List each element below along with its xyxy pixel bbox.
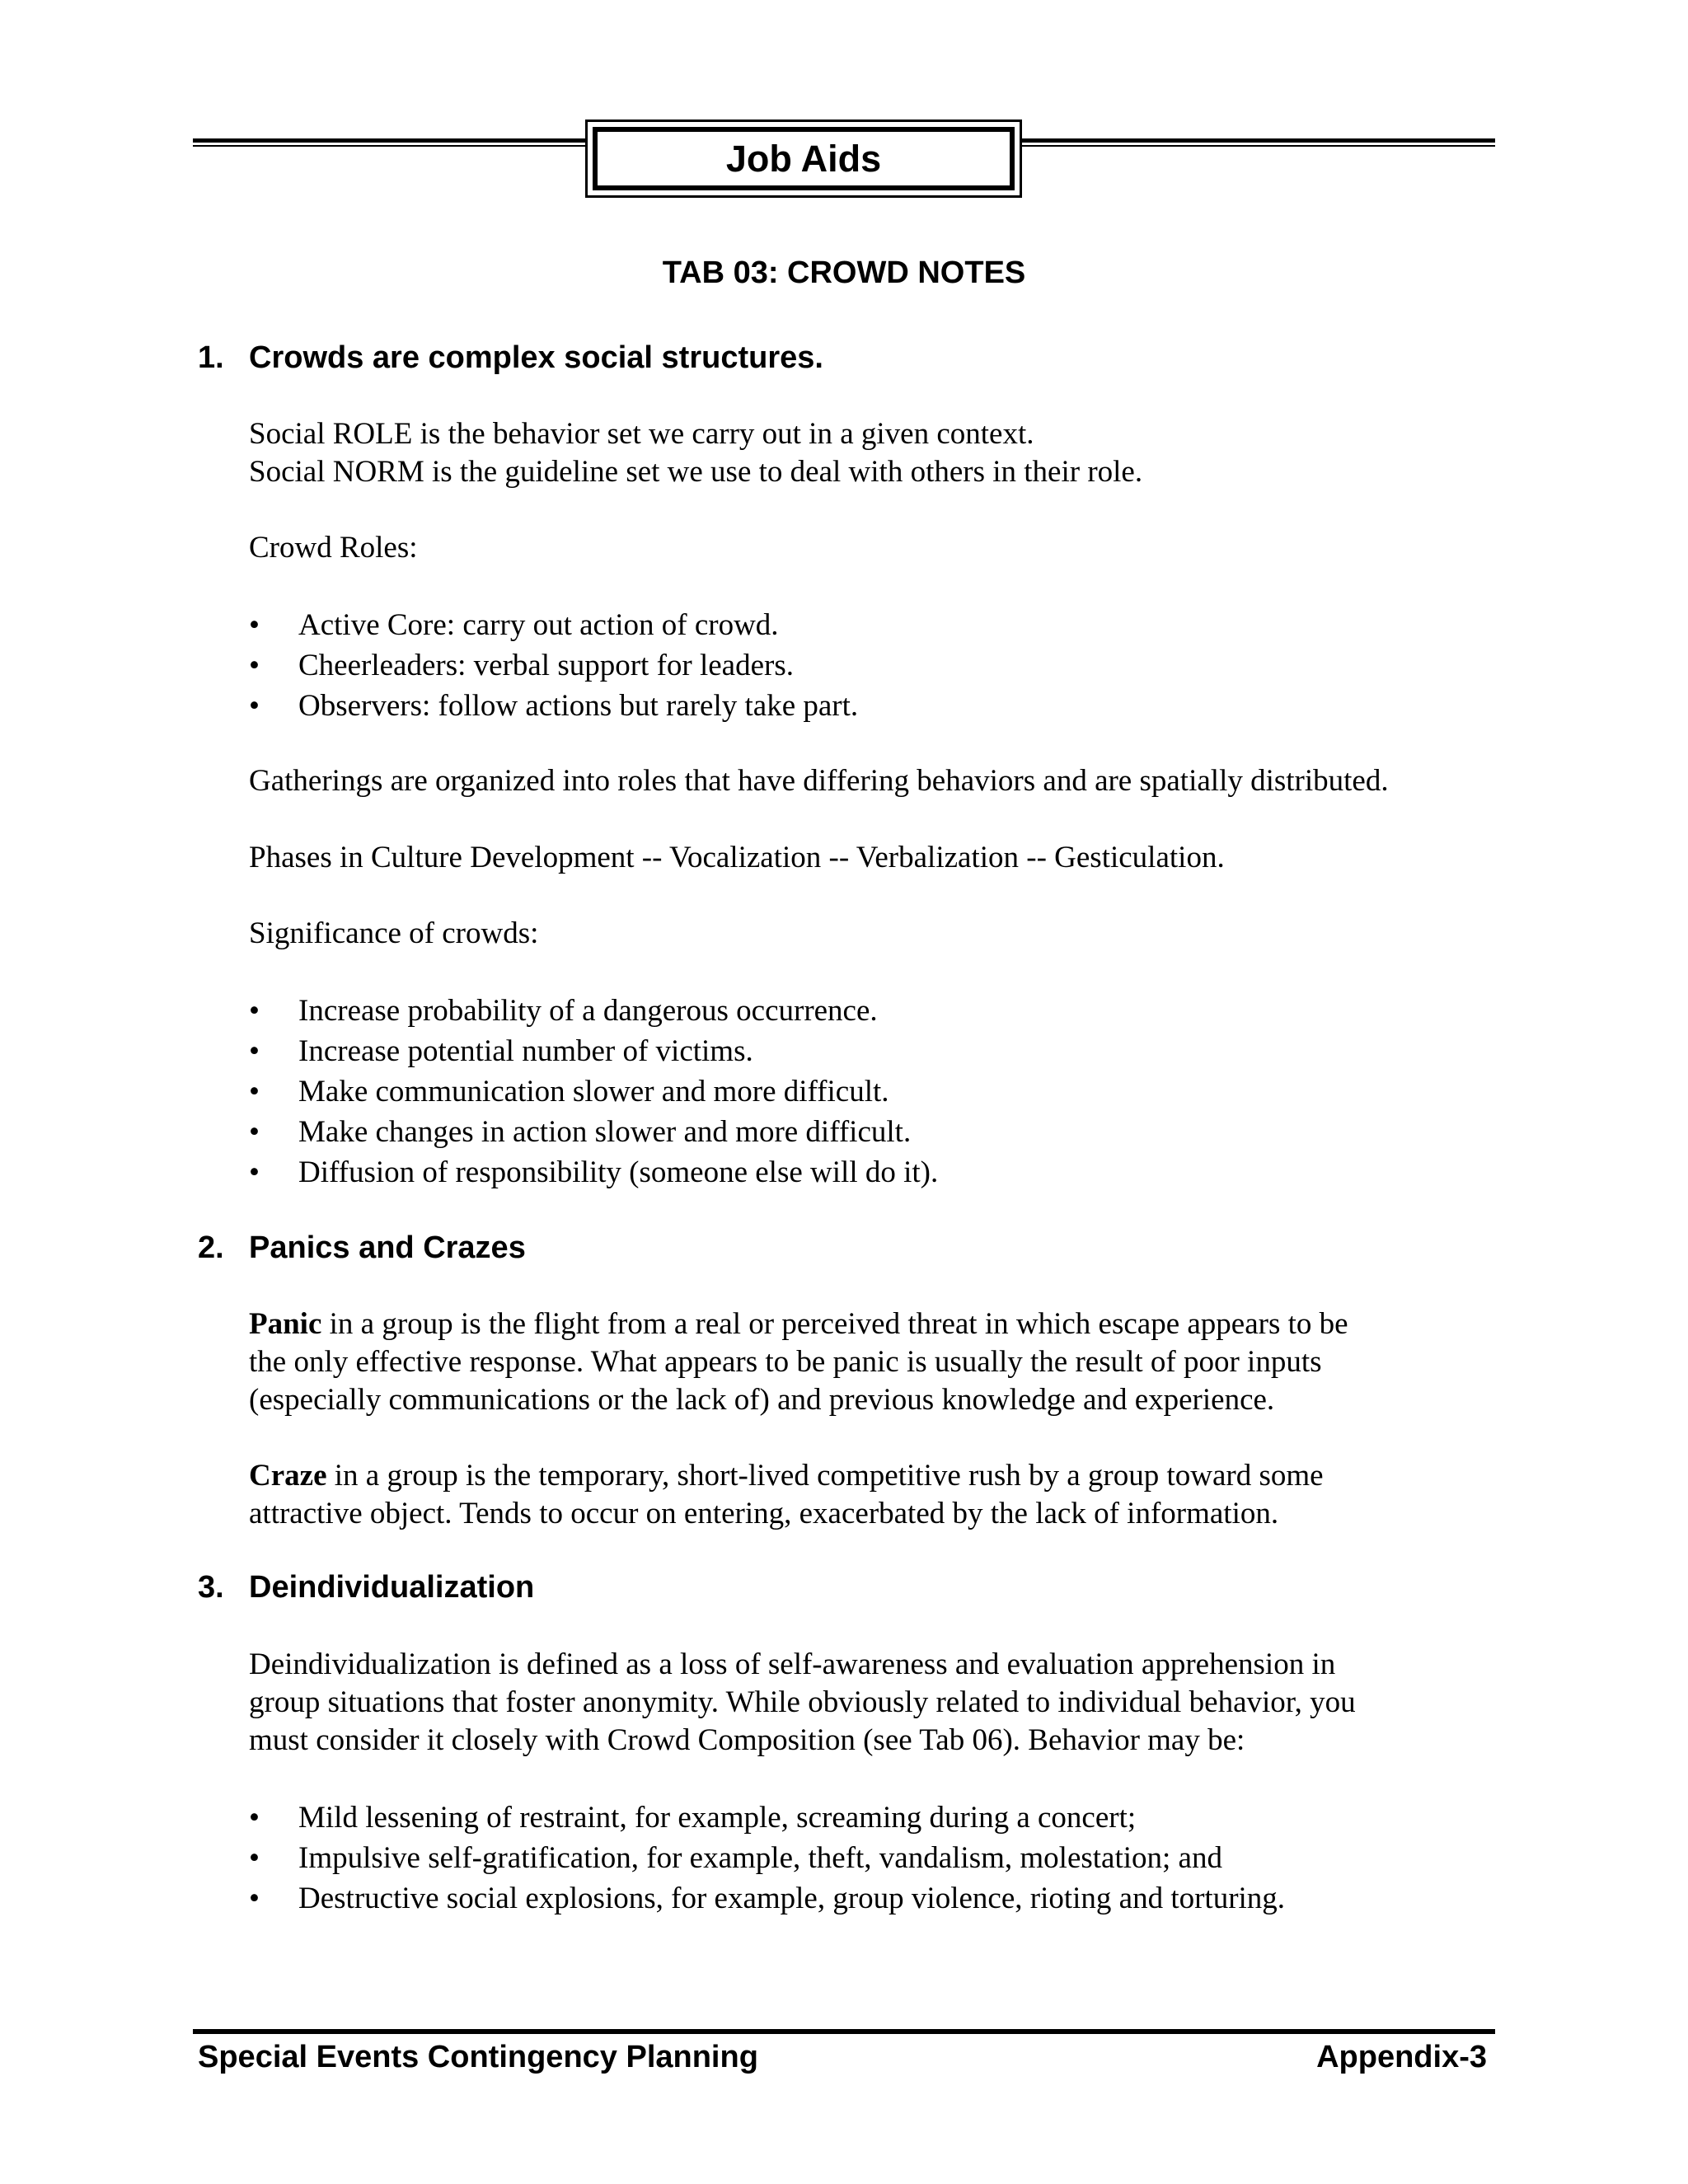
list-item: • Observers: follow actions but rarely take part. [249,689,859,723]
section-2-title: Panics and Crazes [249,1230,526,1265]
gatherings-paragraph: Gatherings are organized into roles that have differing behaviors and are spatially distributed. [249,764,1389,798]
crowd-roles-list [249,605,858,726]
section-3-title: Deindividualization [249,1570,535,1605]
panic-paragraph-line-2: the only effective response. What appears to be panic is usually the result of poor inputs [249,1345,1322,1379]
footer-rule [193,2029,1495,2034]
crowd-roles-label: Crowd Roles: [249,531,418,565]
list-item: • Cheerleaders: verbal support for leaders. [249,649,794,682]
header-rule-right [1022,138,1495,147]
list-item: • Make communication slower and more difficult. [249,1075,889,1108]
section-2-number: 2. [198,1230,224,1265]
social-norm-line: Social NORM is the guideline set we use to deal with others in their role. [249,455,1143,489]
list-item: • Mild lessening of restraint, for example, screaming during a concert; [249,1801,1137,1835]
panic-term: Panic [249,1307,322,1341]
header-rule-left [193,138,585,147]
significance-list [249,991,938,1193]
section-1-heading [198,340,823,376]
behaviors-list [249,1797,1285,1919]
craze-term: Craze [249,1459,327,1493]
craze-paragraph-line-1: Craze in a group is the temporary, short-lived competitive rush by a group toward some [249,1459,1324,1493]
phases-paragraph: Phases in Culture Development -- Vocalization -- Verbalization -- Gesticulation. [249,841,1225,874]
list-item: • Increase potential number of victims. [249,1034,753,1068]
page-title: TAB 03: CROWD NOTES [662,255,1026,290]
list-item: • Destructive social explosions, for example, group violence, rioting and torturing. [249,1882,1286,1915]
list-item: • Impulsive self-gratification, for example, theft, vandalism, molestation; and [249,1841,1222,1875]
header-label: Job Aids [593,127,1015,190]
footer-page-number: Appendix-3 [1316,2040,1487,2074]
deindividualization-line-1: Deindividualization is defined as a loss of self-awareness and evaluation apprehension in [249,1647,1336,1681]
list-item: • Active Core: carry out action of crowd. [249,608,779,642]
social-role-line: Social ROLE is the behavior set we carry out in a given context. [249,417,1034,451]
deindividualization-line-2: group situations that foster anonymity. While obviously related to individual behavior, you [249,1685,1356,1719]
list-item: • Make changes in action slower and more difficult. [249,1115,912,1149]
list-item: • Increase probability of a dangerous occurrence. [249,994,878,1028]
footer-document-title: Special Events Contingency Planning [198,2040,758,2074]
panic-paragraph-line-1: Panic in a group is the flight from a real or perceived threat in which escape appears to be [249,1307,1348,1341]
section-2-heading [198,1230,526,1266]
section-3-number: 3. [198,1570,224,1605]
deindividualization-line-3: must consider it closely with Crowd Composition (see Tab 06). Behavior may be: [249,1723,1245,1757]
significance-label: Significance of crowds: [249,916,539,950]
header-box [585,120,1022,198]
craze-paragraph-line-2: attractive object. Tends to occur on entering, exacerbated by the lack of information. [249,1497,1279,1530]
list-item: • Diffusion of responsibility (someone else will do it). [249,1155,939,1189]
section-3-heading [198,1570,534,1605]
section-1-number: 1. [198,340,224,375]
section-1-title: Crowds are complex social structures. [249,340,823,375]
panic-paragraph-line-3: (especially communications or the lack of) and previous knowledge and experience. [249,1383,1275,1417]
